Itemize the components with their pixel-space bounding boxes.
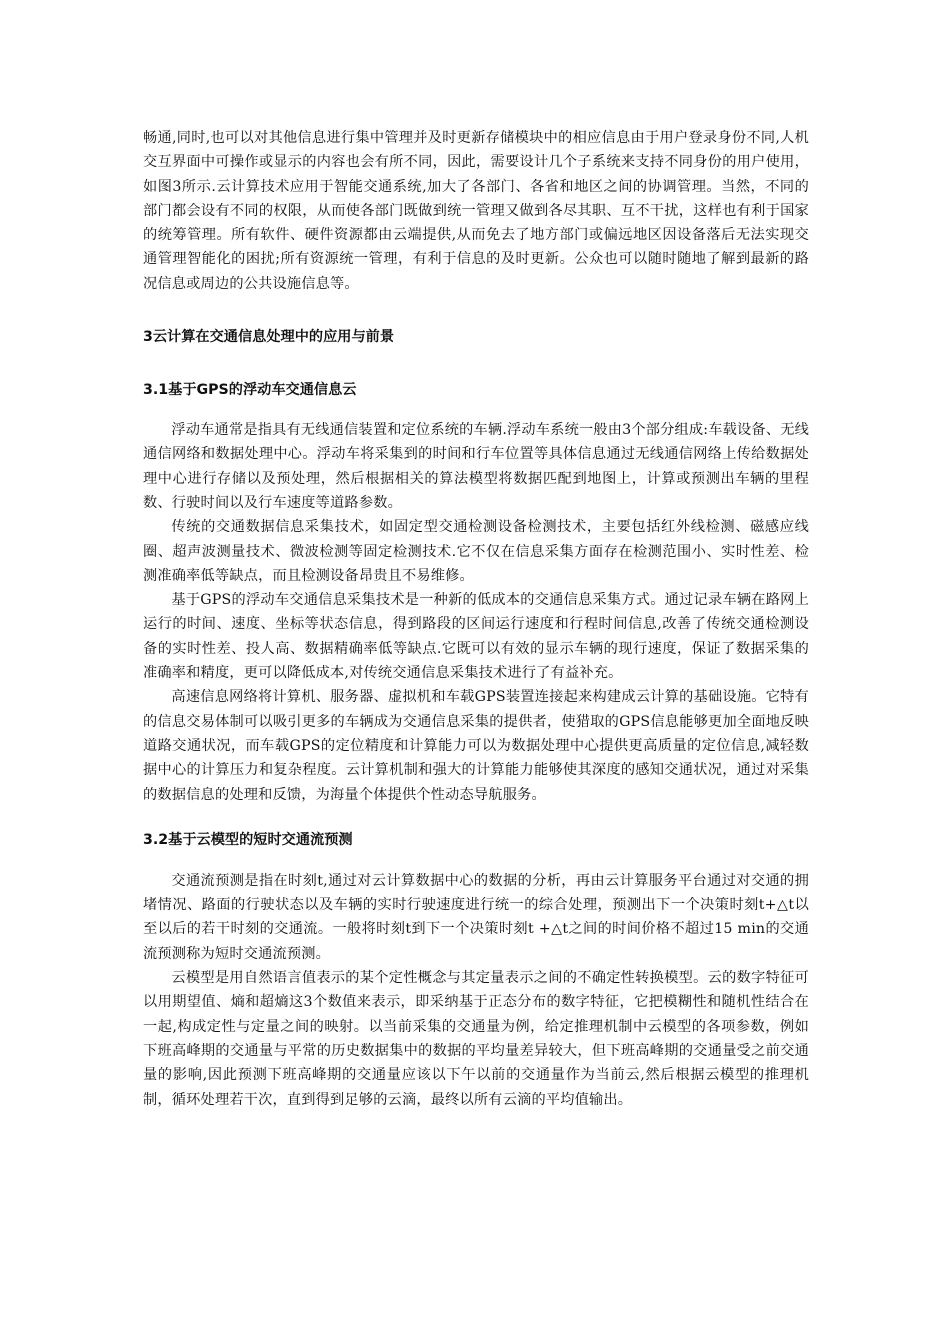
section-3-heading: 3云计算在交通信息处理中的应用与前景	[143, 329, 395, 346]
section-3-1-paragraph-3: 基于GPS的浮动车交通信息采集技术是一种新的低成本的交通信息采集方式。通过记录车辆在路网上运行的时间、速度、坐标等状态信息，得到路段的区间运行速度和行程时间信息,改善了传统交通检测设备的实时性差、投人高、数据精确率低等缺点.它既可以有效的显示车辆的现行速度，保证了数据采集的准确率和精度，更可以降低成本,对传统交通信息采集技术进行了有益补充。	[143, 592, 809, 682]
section-3-2-paragraph-1: 交通流预测是指在时刻t,通过对云计算数据中心的数据的分析，再由云计算服务平台通过对交通的拥堵情况、路面的行驶状态以及车辆的实时行驶速度进行统一的综合处理，预测出下一个决策时刻t+△t以至以后的若干时刻的交通流。一般将时刻t到下一个决策时刻t +△t之间的时间价格不超过15 min的交通流预测称为短时交通流预测。	[143, 872, 809, 962]
section-3-2-paragraph-2: 云模型是用自然语言值表示的某个定性概念与其定量表示之间的不确定性转换模型。云的数字特征可以用期望值、熵和超熵这3个数值来表示，即采纳基于正态分布的数字特征，它把模糊性和随机性结合在一起,构成定性与定量之间的映射。以当前采集的交通量为例，给定推理机制中云模型的各项参数，例如下班高峰期的交通量与平常的历史数据集中的数据的平均量差异较大，但下班高峰期的交通量受之前交通量的影响,因此预测下班高峰期的交通量应该以下午以前的交通量作为当前云,然后根据云模型的推理机制，循环处理若干次，直到得到足够的云滴，最终以所有云滴的平均值输出。	[143, 970, 809, 1108]
document-page	[143, 126, 809, 1112]
intro-paragraph: 畅通,同时,也可以对其他信息进行集中管理并及时更新存储模块中的相应信息由于用户登录身份不同,人机交互界面中可操作或显示的内容也会有所不同，因此，需要设计几个子系统来支持不同身份的用户使用，如图3所示.云计算技术应用于智能交通系统,加大了各部门、各省和地区之间的协调管理。当然，不同的部门都会设有不同的权限，从而使各部门既做到统一管理又做到各尽其职、互不干扰，这样也有利于国家的统筹管理。所有软件、硬件资源都由云端提供,从而免去了地方部门或偏远地区因设备落后无法实现交通管理智能化的困扰;所有资源统一管理，有利于信息的及时更新。公众也可以随时随地了解到最新的路况信息或周边的公共设施信息等。	[143, 130, 809, 292]
section-3-1-paragraph-4: 高速信息网络将计算机、服务器、虚拟机和车载GPS装置连接起来构建成云计算的基础设施。它特有的信息交易体制可以吸引更多的车辆成为交通信息采集的提供者，使猎取的GPS信息能够更加全面地反映道路交通状况，而车载GPS的定位精度和计算能力可以为数据处理中心提供更高质量的定位信息,减轻数据中心的计算压力和复杂程度。云计算机制和强大的计算能力能够使其深度的感知交通状况，通过对采集的数据信息的处理和反馈，为海量个体提供个性动态导航服务。	[143, 689, 809, 803]
section-3-1-paragraph-1: 浮动车通常是指具有无线通信装置和定位系统的车辆.浮动车系统一般由3个部分组成:车载设备、无线通信网络和数据处理中心。浮动车将采集到的时间和行车位置等具体信息通过无线通信网络上传给数据处理中心进行存储以及预处理，然后根据相关的算法模型将数据匹配到地图上，计算或预测出车辆的里程数、行驶时间以及行车速度等道路参数。	[143, 422, 809, 511]
section-3-1-heading: 3.1基于GPS的浮动车交通信息云	[143, 382, 357, 399]
section-3-2-heading: 3.2基于云模型的短时交通流预测	[143, 831, 353, 848]
section-3-1-paragraph-2: 传统的交通数据信息采集技术，如固定型交通检测设备检测技术，主要包括红外线检测、磁感应线圈、超声波测量技术、微波检测等固定检测技术.它不仅在信息采集方面存在检测范围小、实时性差、检测准确率低等缺点，而且检测设备昂贵且不易维修。	[143, 519, 809, 584]
